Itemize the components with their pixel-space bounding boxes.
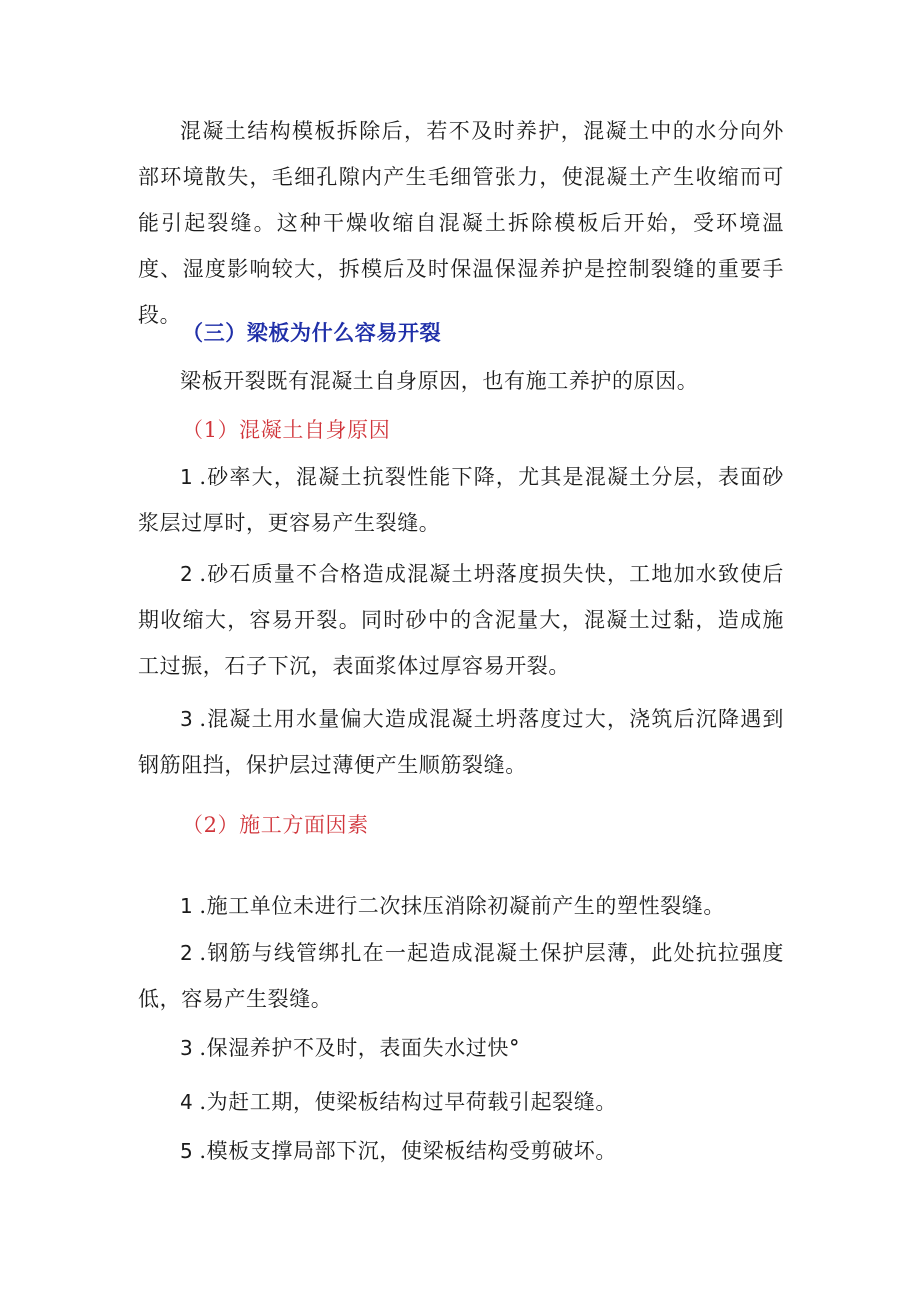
list-item-text: .为赶工期，使梁板结构过早荷载引起裂缝。	[199, 1090, 618, 1114]
list-item	[138, 551, 784, 689]
section-heading: （三）梁板为什么容易开裂	[182, 321, 442, 345]
list-item-text: .钢筋与线管绑扎在一起造成混凝土保护层薄，此处抗拉强度低，容易产生裂缝。	[138, 941, 784, 1011]
subheading-construction: （2）施工方面因素	[182, 813, 369, 837]
list-item	[138, 1079, 784, 1125]
list-item-number: 2	[180, 562, 194, 586]
list-item-number: 4	[180, 1090, 194, 1114]
list-item	[138, 930, 784, 1022]
list-item	[138, 883, 784, 929]
subheading-material: （1）混凝土自身原因	[182, 418, 391, 442]
intro-paragraph: 混凝土结构模板拆除后，若不及时养护，混凝土中的水分向外部环境散失，毛细孔隙内产生毛细管张力，使混凝土产生收缩而可能引起裂缝。这种干燥收缩自混凝土拆除模板后开始，受环境温度、湿度影响较大，拆模后及时保温保湿养护是控制裂缝的重要手段。	[138, 119, 784, 327]
list-item	[138, 1128, 784, 1174]
list-item	[138, 696, 784, 788]
list-item	[138, 454, 784, 546]
list-item-number: 2	[180, 941, 194, 965]
list-item-text: .保湿养护不及时，表面失水过快°	[199, 1036, 521, 1060]
list-item-number: 1	[180, 465, 194, 489]
list-item-text: .模板支撑局部下沉，使梁板结构受剪破坏。	[199, 1139, 618, 1163]
list-item-text: .砂率大，混凝土抗裂性能下降，尤其是混凝土分层，表面砂浆层过厚时，更容易产生裂缝。	[138, 465, 784, 535]
list-item-text: .施工单位未进行二次抹压消除初凝前产生的塑性裂缝。	[199, 894, 726, 918]
list-item-number: 5	[180, 1139, 194, 1163]
list-item	[138, 1025, 784, 1071]
list-item-number: 1	[180, 894, 194, 918]
list-item-text: .混凝土用水量偏大造成混凝土坍落度过大，浇筑后沉降遇到钢筋阻挡，保护层过薄便产生顺筋裂缝。	[138, 707, 784, 777]
list-item-text: .砂石质量不合格造成混凝土坍落度损失快，工地加水致使后期收缩大，容易开裂。同时砂中的含泥量大，混凝土过黏，造成施工过振，石子下沉，表面浆体过厚容易开裂。	[138, 562, 784, 678]
list-item-number: 3	[180, 707, 194, 731]
list-item-number: 3	[180, 1036, 194, 1060]
section-intro-paragraph: 梁板开裂既有混凝土自身原因，也有施工养护的原因。	[180, 369, 699, 393]
